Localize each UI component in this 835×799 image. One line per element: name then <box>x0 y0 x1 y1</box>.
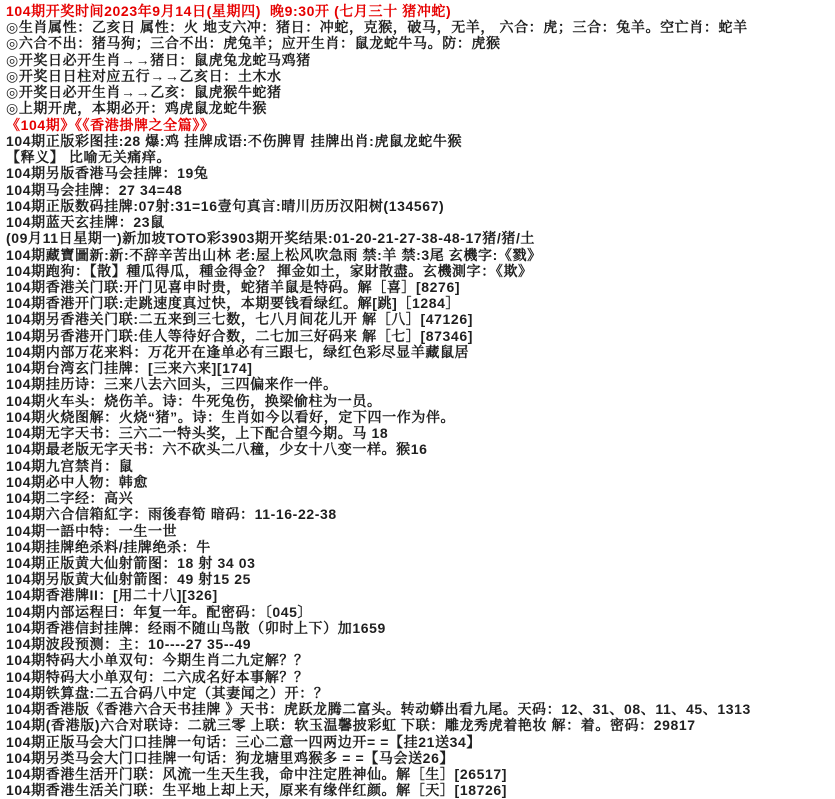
text-line: 104期另版香港马会挂牌：19兔 <box>6 165 209 182</box>
text-line: ◎开奖日必开生肖→→猪日：鼠虎兔龙蛇马鸡猪 <box>6 51 311 68</box>
text-line: 104期无字天书：三六二一特头奖，上下配合望今期。马 18 <box>6 425 389 442</box>
text-line: 104期香港关门联:开门见喜申时贵，蛇猪羊鼠是特码。解［喜］[8276] <box>6 278 461 295</box>
text-line: 104期特码大小单双句：二六成名好本事解？？ <box>6 668 309 685</box>
text-line: 104期铁算盘:二五合码八中定（其妻闻之）开：？ <box>6 684 329 701</box>
text-line: 104期挂历诗：三来八去六回头，三四偏来作一伴。 <box>6 376 338 393</box>
text-line: 104期蓝天玄挂牌：23鼠 <box>6 214 165 231</box>
text-line: 104期特码大小单双句：今期生肖二九定解？？ <box>6 652 309 669</box>
section-header: 《104期》《《香港掛牌之全篇》》 <box>6 116 215 133</box>
text-line: 104期最老版无字天书：六不砍头二八穜，少女十八变一样。猴16 <box>6 441 428 458</box>
text-line: 104期香港生活关门联：生平地上却上天，原来有缘伴红颜。解［天］[18726] <box>6 782 508 799</box>
text-line: 104期香港开门联:走跳速度真过快，本期要钱看绿红。解[跳]［1284］ <box>6 295 461 312</box>
text-line: 104期另香港开门联:佳人等待好合数，二七加三好码来 解［七］[87346] <box>6 327 473 344</box>
text-line: (09月11日星期一)新加坡TOTO彩3903期开奖结果:01-20-21-27-38-48-17猪/猪/土 <box>6 230 536 247</box>
text-line: 104期火烧图解：火烧“猪”。诗：生肖如今以看好，定下四一作为伴。 <box>6 408 456 425</box>
text-line: ◎开奖日必开生肖→→乙亥：鼠虎猴牛蛇猪 <box>6 84 282 101</box>
text-line: 104期挂牌绝杀料/挂牌绝杀：牛 <box>6 538 211 555</box>
text-line: 104期六合信箱紅字：雨後春筍 暗码：11-16-22-38 <box>6 506 337 523</box>
text-line: 104期内部运程曰：年复一年。配密码：〔045〕 <box>6 603 313 620</box>
text-line: 104期(香港版)六合对联诗：二就三零 上联：软玉温馨披彩虹 下联：雕龙秀虎着艳妆 解：着。密码：29817 <box>6 717 696 734</box>
text-line: 104期波段预测：主：10----27 35--49 <box>6 636 252 653</box>
text-line: 104期正版黄大仙射箭图：18 射 34 03 <box>6 554 256 571</box>
text-line: 104期另版黄大仙射箭图：49 射15 25 <box>6 571 252 588</box>
text-line: 104期香港牌II：[用二十八][326] <box>6 587 218 604</box>
text-line: ◎开奖日日柱对应五行→→乙亥日：土木水 <box>6 67 282 84</box>
text-line: 104期香港生活开门联：风流一生天生我，命中注定胜神仙。解［生］[26517] <box>6 766 508 783</box>
text-line: 【释义】 比喻无关痛痒。 <box>6 149 172 166</box>
text-line: 104期正版数码挂牌:07射:31=16壹句真言:晴川历历汉阳树(134567) <box>6 197 445 214</box>
text-line: ◎上期开虎，本期必开：鸡虎鼠龙蛇牛猴 <box>6 100 268 117</box>
text-line: 104期藏寶圖新:新:不辞辛苦出山林 老:屋上松风吹急雨 禁:羊 禁:3尾 玄機字:《戮》 <box>6 246 542 263</box>
page-title: 104期开奖时间2023年9月14日(星期四) 晚9:30开 (七月三十 猪冲蛇) <box>6 3 452 19</box>
text-line: 104期正版彩图挂:28 爆:鸡 挂牌成语:不伤脾胃 挂牌出肖:虎鼠龙蛇牛猴 <box>6 132 463 149</box>
text-line: 104期马会挂牌：27 34=48 <box>6 181 183 198</box>
text-line: 104期火车头：烧伤羊。诗：牛死兔伤，换梁偷柱为一员。 <box>6 392 382 409</box>
content-lines <box>6 3 835 798</box>
text-line: 104期跑狗：【散】種瓜得瓜，種金得金？ 揮金如土，家財散盡。玄機測字：《欺》 <box>6 262 533 279</box>
text-line: 104期香港信封挂牌：经雨不随山鸟散（卯时上下）加1659 <box>6 619 386 636</box>
text-line: 104期内部万花来料：万花开在逢单必有三跟七，绿红色彩尽显羊藏鼠居 <box>6 343 470 360</box>
text-line: 104期二字经：高兴 <box>6 490 134 507</box>
text-line: 104期正版马会大门口挂牌一句话：三心二意一四两边开= =【挂21送34】 <box>6 733 481 750</box>
text-line: 104期香港版《香港六合天书挂牌 》天书：虎跃龙腾二富头。转动蟒出看九尾。天码：12、31、08、11、45、1313 <box>6 701 751 718</box>
text-line: 104期九宫禁肖：鼠 <box>6 457 134 474</box>
text-line: 104期另香港关门联:二五来到三七数，七八月间花儿开 解［八］[47126] <box>6 311 473 328</box>
text-line: 104期必中人物：韩愈 <box>6 473 148 490</box>
text-line: ◎生肖属性：乙亥日 属性：火 地支六冲：猪日：冲蛇，克猴，破马，无羊， 六合：虎；三合：兔羊。空亡肖：蛇羊 <box>6 19 748 36</box>
text-line: ◎六合不出：猪马狗；三合不出：虎兔羊；应开生肖：鼠龙蛇牛马。防：虎猴 <box>6 35 501 52</box>
text-line: 104期一語中特：一生一世 <box>6 522 178 539</box>
text-line: 104期台湾玄门挂牌：[三来六来][174] <box>6 360 253 377</box>
text-line: 104期另类马会大门口挂牌一句话：狗龙塘里鸡猴多 = =【马会送26】 <box>6 749 455 766</box>
